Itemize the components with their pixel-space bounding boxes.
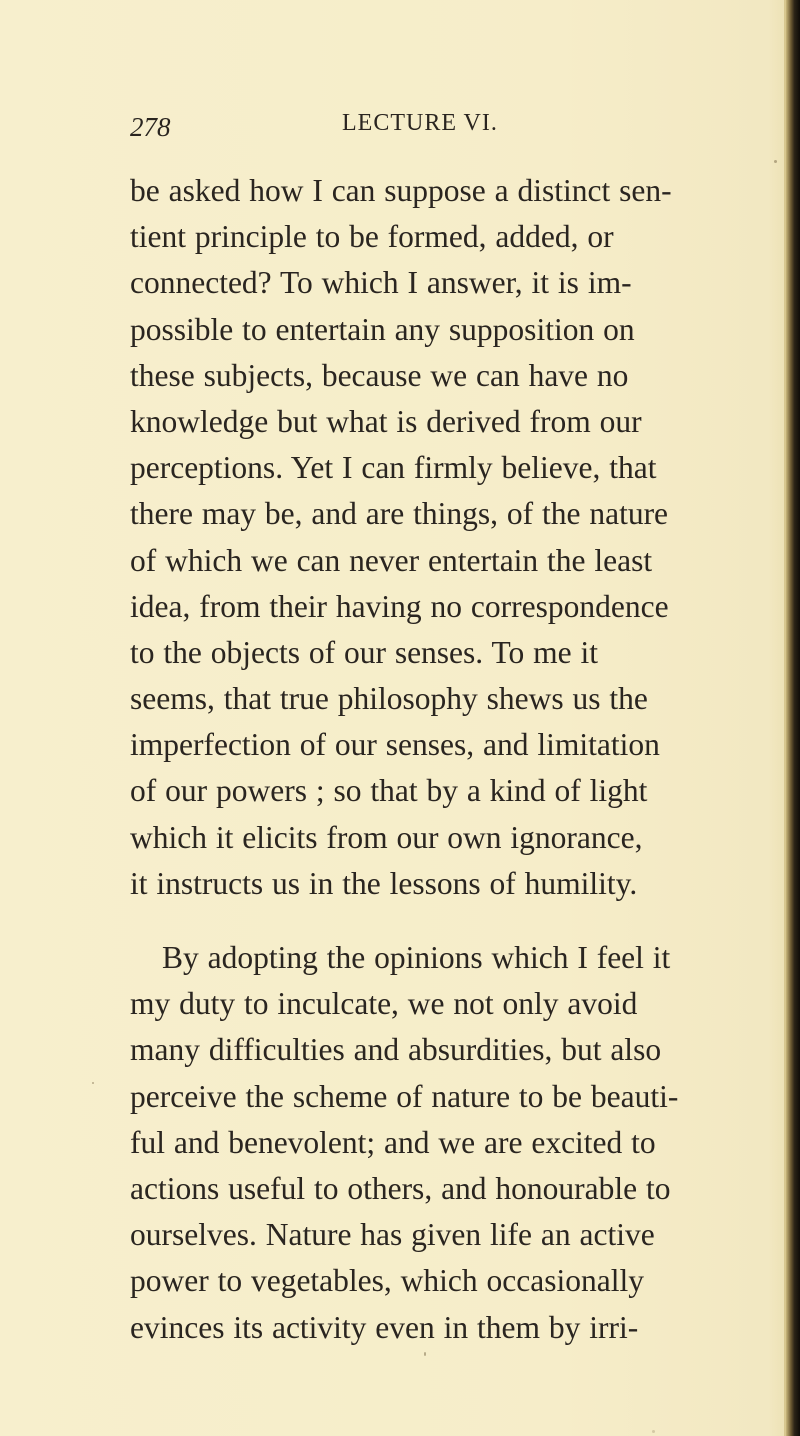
text-line: actions useful to others, and honourable to bbox=[130, 1170, 671, 1206]
page-number: 278 bbox=[130, 112, 171, 142]
text-line: knowledge but what is derived from our bbox=[130, 403, 642, 439]
running-head: LECTURE VI. bbox=[342, 110, 498, 136]
paper-speck bbox=[92, 1082, 94, 1084]
body-text bbox=[130, 168, 760, 1351]
text-line: perceptions. Yet I can firmly believe, that bbox=[130, 450, 657, 486]
paragraph-gap bbox=[130, 907, 760, 935]
paragraph-1 bbox=[130, 168, 760, 907]
text-line: ourselves. Nature has given life an active bbox=[130, 1217, 655, 1253]
paper-speck bbox=[774, 160, 777, 163]
text-line: imperfection of our senses, and limitation bbox=[130, 727, 660, 763]
text-line: By adopting the opinions which I feel it bbox=[162, 940, 671, 975]
text-line: my duty to inculcate, we not only avoid bbox=[130, 986, 638, 1022]
paragraph-2 bbox=[130, 935, 760, 1351]
text-line: be asked how I can suppose a distinct sen- bbox=[130, 173, 672, 208]
text-line: evinces its activity even in them by irri- bbox=[130, 1309, 639, 1345]
text-line: there may be, and are things, of the nature bbox=[130, 496, 669, 532]
text-line: ful and benevolent; and we are excited to bbox=[130, 1124, 656, 1160]
text-line: tient principle to be formed, added, or bbox=[130, 219, 614, 255]
text-line: idea, from their having no correspondence bbox=[130, 588, 669, 624]
text-line: seems, that true philosophy shews us the bbox=[130, 681, 648, 717]
text-line: to the objects of our senses. To me it bbox=[130, 634, 599, 670]
text-line: possible to entertain any supposition on bbox=[130, 311, 635, 347]
text-line: these subjects, because we can have no bbox=[130, 357, 629, 393]
paper-speck bbox=[424, 1352, 426, 1356]
text-line: of which we can never entertain the least bbox=[130, 542, 653, 578]
text-line: of our powers ; so that by a kind of light bbox=[130, 773, 648, 809]
text-line: it instructs us in the lessons of humility. bbox=[130, 865, 638, 901]
text-line: many difficulties and absurdities, but also bbox=[130, 1032, 662, 1068]
text-line: power to vegetables, which occasionally bbox=[130, 1263, 644, 1299]
page-header bbox=[130, 108, 750, 148]
text-line: perceive the scheme of nature to be beauti- bbox=[130, 1078, 679, 1114]
text-line: connected? To which I answer, it is im- bbox=[130, 265, 632, 301]
book-binding-edge bbox=[786, 0, 800, 1436]
text-line: which it elicits from our own ignorance, bbox=[130, 819, 643, 855]
paper-speck bbox=[652, 1430, 655, 1433]
